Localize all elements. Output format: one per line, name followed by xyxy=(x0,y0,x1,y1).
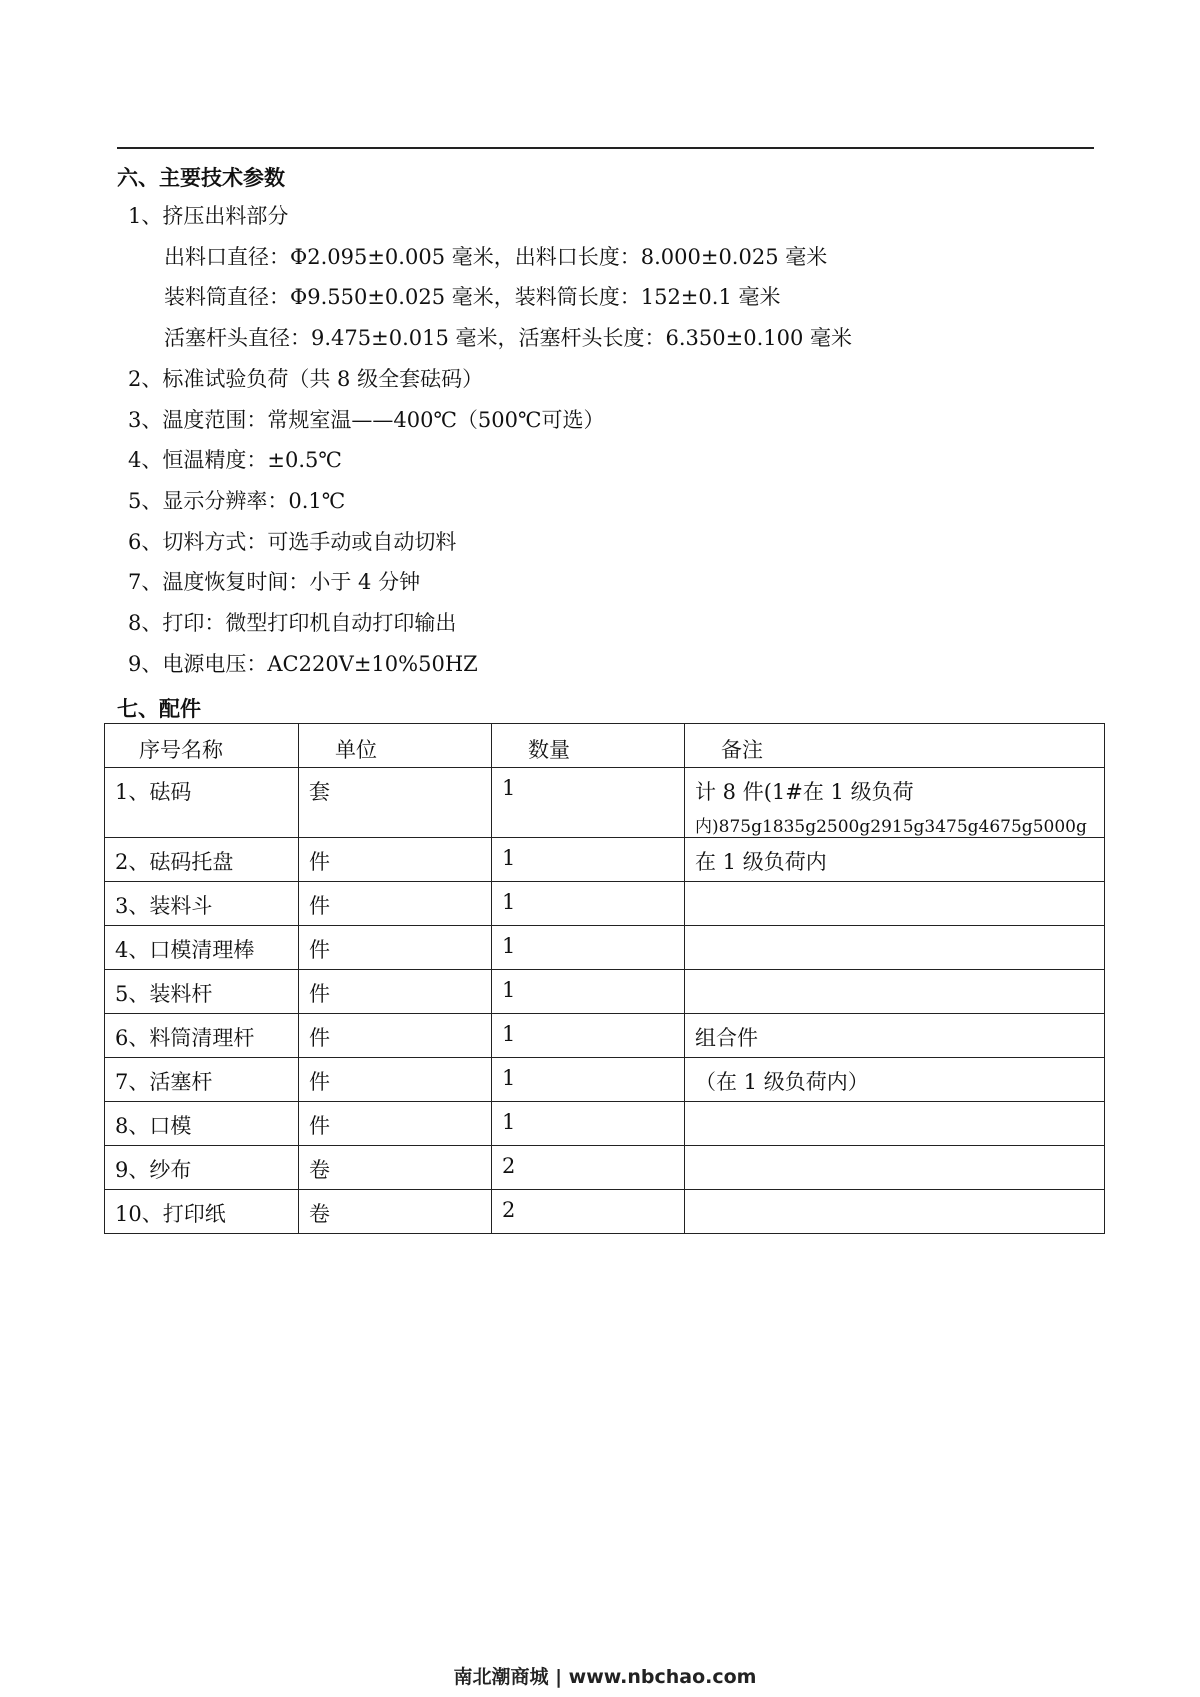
cell-name-text: 7、活塞杆 xyxy=(115,1070,213,1094)
cell-name xyxy=(105,1190,299,1234)
cell-name-text: 8、口模 xyxy=(115,1114,192,1138)
cell-unit-text: 件 xyxy=(309,1114,330,1138)
cell-qty-text: 1 xyxy=(502,978,516,1002)
cell-qty-text: 1 xyxy=(502,934,516,958)
spec-item: 4、恒温精度：±0.5℃ xyxy=(128,448,342,473)
cell-unit-text: 件 xyxy=(309,1026,330,1050)
spec-item: 1、挤压出料部分 xyxy=(128,204,289,228)
cell-name xyxy=(105,970,299,1014)
cell-name-text: 10、打印纸 xyxy=(115,1202,226,1226)
cell-note xyxy=(685,1102,1105,1146)
cell-name-text: 3、装料斗 xyxy=(115,894,213,918)
cell-note-text: （在 1 级负荷内） xyxy=(695,1070,869,1094)
cell-note xyxy=(685,838,1105,882)
cell-qty xyxy=(492,838,685,882)
cell-qty xyxy=(492,882,685,926)
cell-qty-text: 1 xyxy=(502,1022,516,1046)
cell-qty xyxy=(492,1058,685,1102)
cell-unit xyxy=(299,838,492,882)
spec-item: 活塞杆头直径：9.475±0.015 毫米，活塞杆头长度：6.350±0.100 毫米 xyxy=(164,326,853,351)
table-row xyxy=(105,926,1105,970)
cell-name xyxy=(105,1146,299,1190)
table-row xyxy=(105,970,1105,1014)
cell-qty-text: 1 xyxy=(502,1110,516,1134)
accessories-table xyxy=(104,723,1105,1234)
cell-unit xyxy=(299,926,492,970)
spec-item: 3、温度范围：常规室温——400℃（500℃可选） xyxy=(128,407,605,432)
header-name: 序号名称 xyxy=(105,724,299,768)
table-header-row xyxy=(105,724,1105,768)
cell-note xyxy=(685,1014,1105,1058)
cell-note xyxy=(685,768,1105,838)
section-6-title: 六、主要技术参数 xyxy=(117,166,285,190)
footer-watermark: 南北潮商城 | www.nbchao.com xyxy=(453,1666,757,1688)
cell-name xyxy=(105,838,299,882)
cell-note xyxy=(685,926,1105,970)
cell-note-weights: 内)875g1835g2500g2915g3475g4675g5000g xyxy=(695,817,1087,837)
table-row xyxy=(105,838,1105,882)
cell-name-text: 5、装料杆 xyxy=(115,982,213,1006)
cell-unit-text: 卷 xyxy=(309,1158,330,1182)
cell-qty-text: 2 xyxy=(502,1154,516,1178)
cell-qty xyxy=(492,1146,685,1190)
spec-item: 6、切料方式：可选手动或自动切料 xyxy=(128,529,457,554)
cell-name xyxy=(105,768,299,838)
cell-qty-text: 1 xyxy=(502,890,516,914)
cell-qty xyxy=(492,1190,685,1234)
spec-item: 5、显示分辨率：0.1℃ xyxy=(128,488,346,513)
header-note: 备注 xyxy=(685,724,1105,768)
cell-name xyxy=(105,882,299,926)
table-row xyxy=(105,768,1105,838)
cell-name-text: 4、口模清理棒 xyxy=(115,938,255,962)
cell-name xyxy=(105,1014,299,1058)
cell-unit-text: 件 xyxy=(309,982,330,1006)
cell-unit-text: 件 xyxy=(309,894,330,918)
cell-qty xyxy=(492,970,685,1014)
cell-qty-text: 1 xyxy=(502,776,516,800)
cell-qty xyxy=(492,768,685,838)
cell-unit-text: 件 xyxy=(309,850,330,874)
cell-name xyxy=(105,926,299,970)
header-qty: 数量 xyxy=(492,724,685,768)
cell-name-text: 1、砝码 xyxy=(115,780,192,804)
cell-qty xyxy=(492,926,685,970)
cell-name-text: 6、料筒清理杆 xyxy=(115,1026,255,1050)
table-row xyxy=(105,1058,1105,1102)
cell-note-text: 在 1 级负荷内 xyxy=(695,850,827,874)
cell-qty-text: 1 xyxy=(502,1066,516,1090)
cell-unit xyxy=(299,882,492,926)
header-unit: 单位 xyxy=(299,724,492,768)
cell-unit xyxy=(299,1190,492,1234)
cell-qty-text: 1 xyxy=(502,846,516,870)
cell-note-text: 计 8 件(1#在 1 级负荷 xyxy=(695,780,914,804)
table-row xyxy=(105,1146,1105,1190)
cell-qty xyxy=(492,1102,685,1146)
cell-name xyxy=(105,1102,299,1146)
cell-unit-text: 件 xyxy=(309,1070,330,1094)
header-rule xyxy=(117,147,1094,149)
cell-note-text: 组合件 xyxy=(695,1026,758,1050)
spec-item: 2、标准试验负荷（共 8 级全套砝码） xyxy=(128,366,484,391)
cell-unit xyxy=(299,1146,492,1190)
table-row xyxy=(105,1014,1105,1058)
cell-unit xyxy=(299,1058,492,1102)
cell-note xyxy=(685,1146,1105,1190)
cell-name-text: 2、砝码托盘 xyxy=(115,850,234,874)
spec-item: 出料口直径：Φ2.095±0.005 毫米，出料口长度：8.000±0.025 毫米 xyxy=(164,244,828,269)
cell-unit-text: 套 xyxy=(309,780,330,804)
cell-unit xyxy=(299,1102,492,1146)
spec-item: 7、温度恢复时间：小于 4 分钟 xyxy=(128,570,421,595)
table-row xyxy=(105,882,1105,926)
cell-unit xyxy=(299,1014,492,1058)
cell-name-text: 9、纱布 xyxy=(115,1158,192,1182)
cell-unit-text: 件 xyxy=(309,938,330,962)
cell-note xyxy=(685,1190,1105,1234)
cell-qty-text: 2 xyxy=(502,1198,516,1222)
spec-item: 装料筒直径：Φ9.550±0.025 毫米，装料筒长度：152±0.1 毫米 xyxy=(164,285,781,310)
cell-qty xyxy=(492,1014,685,1058)
cell-note xyxy=(685,882,1105,926)
section-7-title: 七、配件 xyxy=(117,697,201,721)
spec-item: 8、打印：微型打印机自动打印输出 xyxy=(128,611,457,635)
spec-item: 9、电源电压：AC220V±10%50HZ xyxy=(128,651,478,676)
table-row xyxy=(105,1190,1105,1234)
cell-name xyxy=(105,1058,299,1102)
cell-note xyxy=(685,970,1105,1014)
cell-unit-text: 卷 xyxy=(309,1202,330,1226)
table-row xyxy=(105,1102,1105,1146)
cell-unit xyxy=(299,970,492,1014)
cell-note xyxy=(685,1058,1105,1102)
cell-unit xyxy=(299,768,492,838)
